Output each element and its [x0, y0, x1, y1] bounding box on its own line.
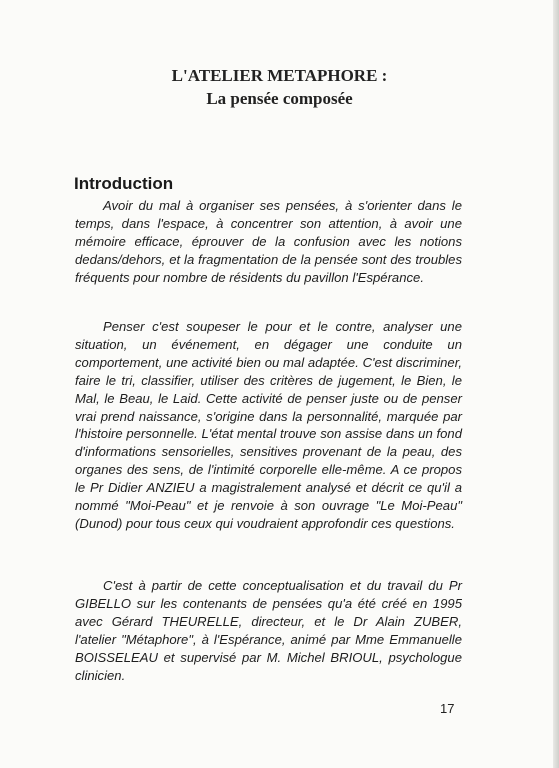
paragraph-2: Penser c'est soupeser le pour et le contre, analyser une situation, un événement, en dégager une conduite un comportement, une activité bien ou mal adaptée. C'est discriminer, faire le tri, classifier, utiliser des critères de jugement, le Bien, le Mal, le Beau, le Laid. Cette activité de penser juste ou de penser vrai prend naissance, s'origine dans la personnalité, marquée par l'histoire personnelle. L'état mental trouve son assise dans un fond d'informations sensorielles, sensitives provenant de la peau, des organes des sens, de l'intimité corporelle elle-même. A ce propos le Pr Didier ANZIEU a magistralement analysé et décrit ce qu'il a nommé "Moi-Peau" et je renvoie à son ouvrage "Le Moi-Peau" (Dunod) pour tous ceux qui voudraient approfondir ces questions.: [75, 319, 462, 531]
document-subtitle: La pensée composée: [206, 89, 353, 108]
page-number: 17: [440, 701, 455, 716]
page-edge: [553, 0, 559, 768]
paragraph-1: Avoir du mal à organiser ses pensées, à s'orienter dans le temps, dans l'espace, à concentrer son attention, à avoir une mémoire efficace, éprouver de la confusion avec les notions dedans/dehors, et la fragmentation de la pensée sont des troubles fréquents pour nombre de résidents du pavillon l'Espérance.: [75, 198, 462, 285]
paragraph-3: C'est à partir de cette conceptualisation et du travail du Pr GIBELLO sur les contenants de pensées qu'a été créé en 1995 avec Gérard THEURELLE, directeur, et le Dr Alain ZUBER, l'atelier "Métaphore", à l'Espérance, animé par Mme Emmanuelle BOISSELEAU et supervisé par M. Michel BRIOUL, psychologue clinicien.: [75, 578, 462, 683]
section-heading: Introduction: [74, 174, 174, 193]
title-block: [0, 64, 559, 110]
document-title: L'ATELIER METAPHORE :: [171, 66, 388, 85]
